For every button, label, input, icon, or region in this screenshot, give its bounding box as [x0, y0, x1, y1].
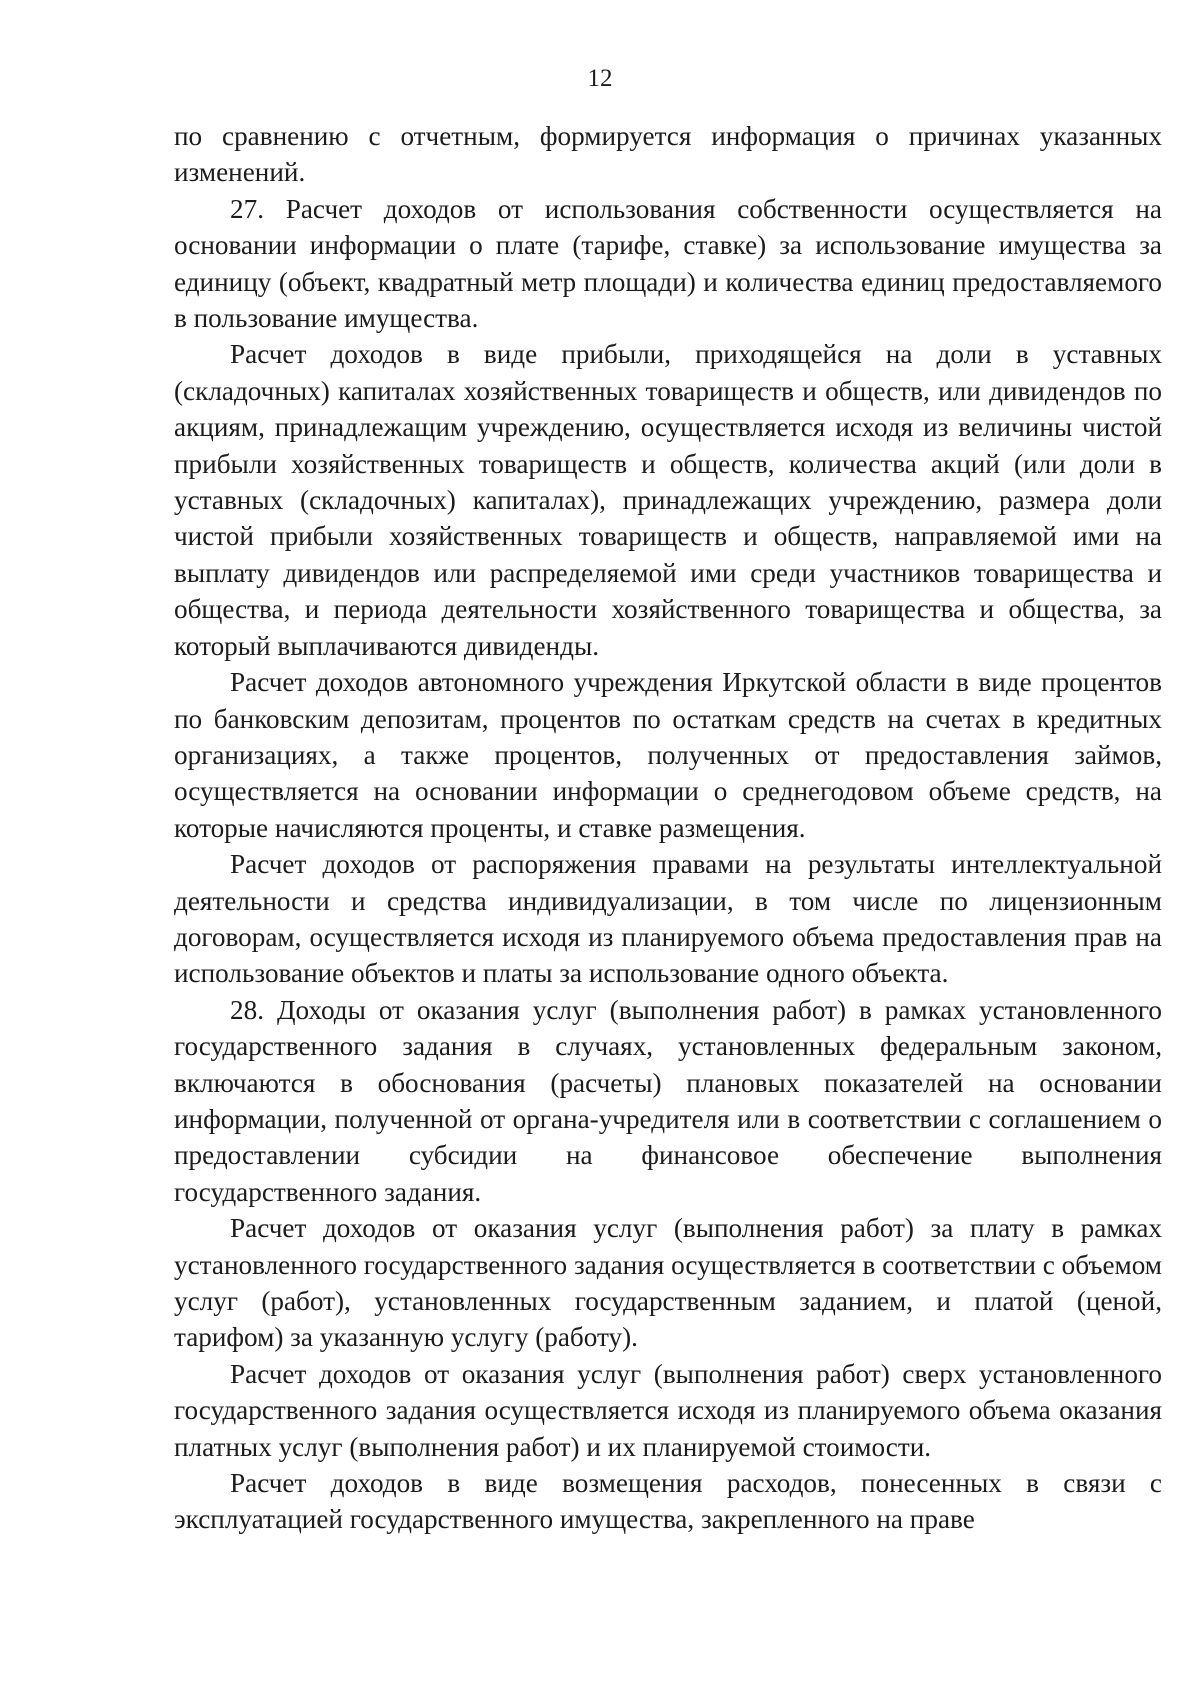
paragraph-27: 27. Расчет доходов от использования собственности осуществляется на основании информации о плате (тарифе, ставке) за использование имущества за единицу (объект, квадратный метр площади) и количества единиц предоставляемого в пользование имущества.	[174, 193, 1162, 334]
paragraph-continuation: по сравнению с отчетным, формируется информация о причинах указанных изменений.	[174, 121, 1162, 188]
paragraph-paid-services-in-task: Расчет доходов от оказания услуг (выполнения работ) за плату в рамках установленного государственного задания осуществляется в соответствии с объемом услуг (работ), установленных государственным заданием, и платой (ценой, тарифом) за указанную услугу (работу).	[174, 1213, 1162, 1353]
paragraph-intellectual-property: Расчет доходов от распоряжения правами на результаты интеллектуальной деятельности и средства индивидуализации, в том числе по лицензионным договорам, осуществляется исходя из планируемого объема предоставления прав на использование объектов и платы за использование одного объекта.	[174, 849, 1162, 989]
document-body	[174, 118, 1162, 1538]
paragraph-interest-deposits: Расчет доходов автономного учреждения Иркутской области в виде процентов по банковским депозитам, процентов по остаткам средств на счетах в кредитных организациях, а также процентов, полученных от предоставления займов, осуществляется на основании информации о среднегодовом объеме средств, на которые начисляются проценты, и ставке размещения.	[174, 667, 1162, 843]
paragraph-28: 28. Доходы от оказания услуг (выполнения работ) в рамках установленного государственного задания в случаях, установленных федеральным законом, включаются в обоснования (расчеты) плановых показателей на основании информации, полученной от органа-учредителя или в соответствии с соглашением о предоставлении субсидии на финансовое обеспечение выполнения государственного задания.	[174, 994, 1162, 1207]
paragraph-profit-dividends: Расчет доходов в виде прибыли, приходящейся на доли в уставных (складочных) капиталах хозяйственных товариществ и обществ, или дивидендов по акциям, принадлежащим учреждению, осуществляется исходя из величины чистой прибыли хозяйственных товариществ и обществ, количества акций (или доли в уставных (складочных) капиталах), принадлежащих учреждению, размера доли чистой прибыли хозяйственных товариществ и обществ, направляемой ими на выплату дивидендов или распределяемой ими среди участников товарищества и общества, и периода деятельности хозяйственного товарищества и общества, за который выплачиваются дивиденды.	[174, 339, 1162, 661]
paragraph-expense-reimbursement: Расчет доходов в виде возмещения расходов, понесенных в связи с эксплуатацией государственного имущества, закрепленного на праве	[174, 1468, 1162, 1535]
paragraph-services-above-task: Расчет доходов от оказания услуг (выполнения работ) сверх установленного государственного задания осуществляется исходя из планируемого объема оказания платных услуг (выполнения работ) и их планируемой стоимости.	[174, 1358, 1162, 1462]
page-number: 12	[587, 65, 613, 92]
